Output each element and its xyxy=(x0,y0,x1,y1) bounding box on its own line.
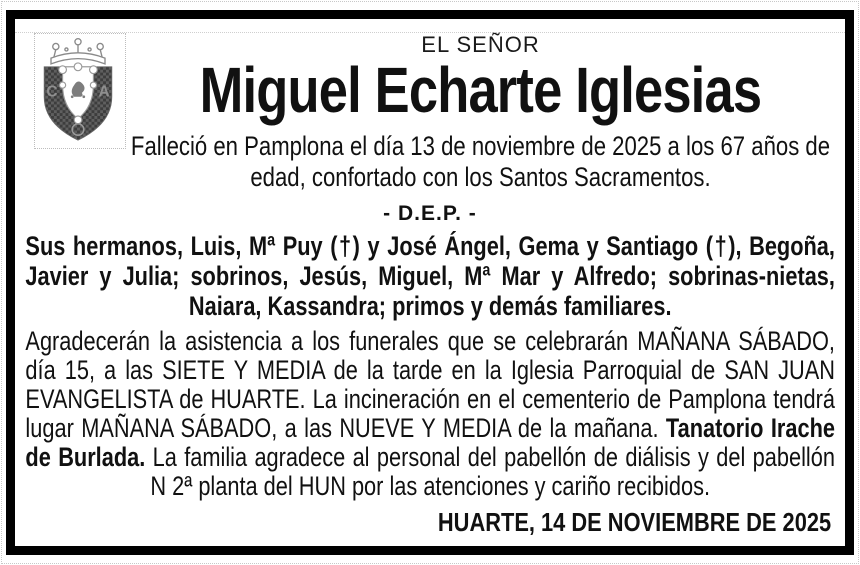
funeral-tanatorio-bold: Tanatorio Irache de Burlada. xyxy=(25,413,835,473)
dep-abbreviation: - D.E.P. - xyxy=(383,202,477,226)
funeral-text-before: Agradecerán la asistencia a los funerales que se celebrarán MAÑANA SÁBADO, día 15, a las SIETE Y MEDIA de la tarde en la Iglesia Parroquial de SAN JUAN EVANGELISTA de HUARTE. La incineración en el cementerio de Pamplona tendrá lugar MAÑANA SÁBADO, a las NUEVE Y MEDIA de la mañana. xyxy=(25,326,835,444)
honorific: EL SEÑOR xyxy=(421,32,540,57)
crest-letter-c: C xyxy=(46,83,58,101)
club-crest-icon xyxy=(36,35,120,143)
notice-content xyxy=(15,19,845,546)
club-crest xyxy=(34,33,126,149)
notice-header xyxy=(25,19,835,193)
dateline xyxy=(25,507,835,538)
dateline-text: HUARTE, 14 DE NOVIEMBRE DE 2025 xyxy=(437,507,831,538)
family-paragraph: Sus hermanos, Luis, Mª Puy (†) y José Ángel, Gema y Santiago (†), Begoña, Javier y Julia; sobrinos, Jesús, Miguel, Mª Mar y Alfredo; sobrinas-nietas, Naiara, Kassandra; primos y demás familiares. xyxy=(25,231,835,322)
notice-frame xyxy=(6,10,854,555)
header-text-column xyxy=(126,19,835,193)
funeral-text-after: La familia agradece al personal del pabellón de diálisis y del pabellón N 2ª planta del HUN por las atenciones y cariño recibidos. xyxy=(145,442,835,502)
crest-letter-a: A xyxy=(98,83,110,101)
death-statement: Falleció en Pamplona el día 13 de noviembre de 2025 a los 67 años de edad, confortado con los Santos Sacramentos. xyxy=(130,131,831,193)
funeral-paragraph xyxy=(25,327,835,501)
deceased-name: Miguel Echarte Iglesias xyxy=(199,54,762,126)
crown-icon xyxy=(51,39,105,64)
